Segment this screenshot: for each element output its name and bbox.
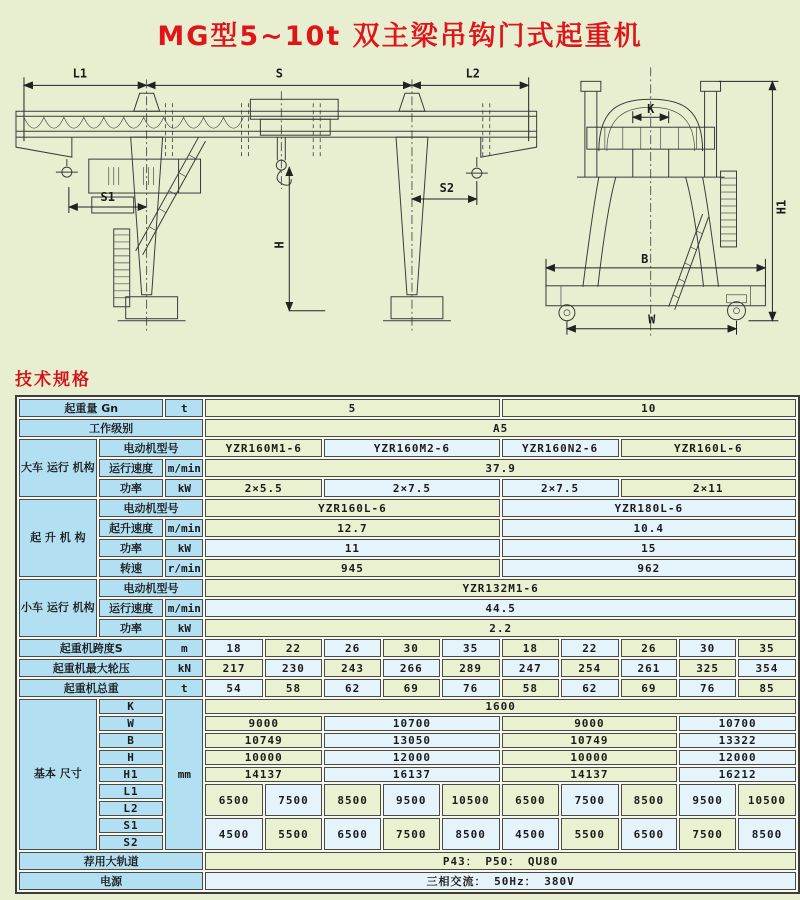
gantry-speed-value: 37.9 (205, 459, 796, 477)
side-dimensions (546, 81, 788, 334)
row-power-supply (19, 872, 796, 890)
wheel-load-cell: 261 (621, 659, 678, 677)
span-cell: 35 (738, 639, 796, 657)
total-weight-cell: 69 (383, 679, 440, 697)
gantry-power-2: 2×7.5 (324, 479, 499, 497)
label-trolley-motor: 电动机型号 (99, 579, 204, 597)
hoist-speed-5t: 12.7 (205, 519, 499, 537)
unit-trolley-power: kW (165, 619, 203, 637)
label-power-supply: 电源 (19, 872, 203, 890)
dim-h-cell: 10000 (205, 750, 322, 765)
label-dim-k: K (99, 699, 164, 714)
unit-wheel-load: kN (165, 659, 203, 677)
wheel-load-cell: 266 (383, 659, 440, 677)
trolley-motor-value: YZR132M1-6 (205, 579, 796, 597)
label-dim-h: H (99, 750, 164, 765)
unit-total-weight: t (165, 679, 203, 697)
gantry-power-1: 2×5.5 (205, 479, 322, 497)
row-gantry-speed (19, 459, 796, 477)
front-elevation-drawing (14, 59, 541, 359)
label-hoist-motor: 电动机型号 (99, 499, 204, 517)
wheel-load-cell: 243 (324, 659, 381, 677)
label-dim-s2: S2 (99, 835, 164, 850)
dim-h1-cell: 16137 (324, 767, 499, 782)
span-cell: 26 (621, 639, 678, 657)
unit-hoist-power: kW (165, 539, 203, 557)
dim-b-cell: 10749 (502, 733, 678, 748)
total-weight-cell: 58 (502, 679, 559, 697)
total-weight-cell: 69 (621, 679, 678, 697)
group-trolley-travel: 小车 运行 机构 (19, 579, 97, 637)
wheel-load-cell: 354 (738, 659, 796, 677)
leg-ladder (114, 229, 130, 307)
dim-s-cell: 4500 (205, 818, 262, 850)
unit-dimensions: mm (165, 699, 203, 850)
label-capacity: 起重量 Gn (19, 399, 163, 417)
dim-label-w: W (647, 312, 655, 327)
dim-label-b: B (640, 251, 648, 266)
gantry-motor-4: YZR160L-6 (621, 439, 796, 457)
row-hoist-motor (19, 499, 796, 517)
hoist-power-5t: 11 (205, 539, 499, 557)
label-trolley-power: 功率 (99, 619, 164, 637)
row-dim-b (19, 733, 796, 748)
label-hoist-power: 功率 (99, 539, 164, 557)
span-cell: 30 (383, 639, 440, 657)
girder-cross-section (581, 81, 721, 177)
label-dim-l1: L1 (99, 784, 164, 799)
hoist-motor-5t: YZR160L-6 (205, 499, 499, 517)
label-dim-l2: L2 (99, 801, 164, 816)
row-dim-k (19, 699, 796, 714)
dim-h-cell: 12000 (324, 750, 499, 765)
dim-w-cell: 10700 (324, 716, 499, 731)
total-weight-cell: 85 (738, 679, 796, 697)
span-cell: 22 (561, 639, 618, 657)
label-dim-b: B (99, 733, 164, 748)
label-hoist-rpm: 转速 (99, 559, 164, 577)
total-weight-cell: 76 (679, 679, 736, 697)
unit-capacity: t (165, 399, 203, 417)
row-hoist-speed (19, 519, 796, 537)
dim-l-cell: 8500 (621, 784, 678, 816)
dim-label-l1: L1 (72, 66, 88, 81)
row-hoist-power (19, 539, 796, 557)
row-gantry-power (19, 479, 796, 497)
spec-table (15, 395, 800, 894)
wheel-load-cell: 230 (265, 659, 322, 677)
span-cell: 18 (205, 639, 262, 657)
span-cell: 30 (679, 639, 736, 657)
row-trolley-motor (19, 579, 796, 597)
label-dim-h1: H1 (99, 767, 164, 782)
dim-l-cell: 6500 (502, 784, 559, 816)
buffer-right (466, 157, 488, 178)
gantry-motor-1: YZR160M1-6 (205, 439, 322, 457)
main-girder (16, 103, 537, 159)
label-span: 起重机跨度S (19, 639, 163, 657)
duty-value: A5 (205, 419, 796, 437)
wheel-load-cell: 217 (205, 659, 262, 677)
row-trolley-speed (19, 599, 796, 617)
dim-s-cell: 4500 (502, 818, 559, 850)
label-hoist-speed: 起升速度 (99, 519, 164, 537)
hoist-rpm-10t: 962 (502, 559, 796, 577)
dim-s-cell: 5500 (561, 818, 618, 850)
row-trolley-power (19, 619, 796, 637)
label-gantry-motor: 电动机型号 (99, 439, 204, 457)
gantry-power-4: 2×11 (621, 479, 796, 497)
hoist-power-10t: 15 (502, 539, 796, 557)
dim-h1-cell: 14137 (502, 767, 678, 782)
label-rail: 荐用大轨道 (19, 852, 203, 870)
dim-l-cell: 7500 (265, 784, 322, 816)
trolley-power-value: 2.2 (205, 619, 796, 637)
span-cell: 18 (502, 639, 559, 657)
unit-span: m (165, 639, 203, 657)
row-dim-h (19, 750, 796, 765)
dim-s-cell: 7500 (383, 818, 440, 850)
row-total-weight (19, 679, 796, 697)
label-wheel-load: 起重机最大轮压 (19, 659, 163, 677)
unit-hoist-rpm: r/min (165, 559, 203, 577)
wheel-load-cell: 289 (442, 659, 500, 677)
gantry-motor-3: YZR160N2-6 (502, 439, 619, 457)
side-ladder (668, 171, 736, 310)
trolley-speed-value: 44.5 (205, 599, 796, 617)
dim-l-cell: 6500 (205, 784, 262, 816)
dim-h1-cell: 14137 (205, 767, 322, 782)
technical-drawings (0, 53, 800, 359)
row-capacity (19, 399, 796, 417)
page-title: MG型5~10t 双主梁吊钩门式起重机 (157, 21, 643, 52)
dim-l-cell: 9500 (383, 784, 440, 816)
dim-h1-cell: 16212 (679, 767, 796, 782)
group-gantry-travel: 大车 运行 机构 (19, 439, 97, 497)
capacity-5t: 5 (205, 399, 499, 417)
unit-hoist-speed: m/min (165, 519, 203, 537)
dim-b-cell: 13322 (679, 733, 796, 748)
dim-h-cell: 10000 (502, 750, 678, 765)
dim-label-l2: L2 (465, 66, 481, 81)
row-rail (19, 852, 796, 870)
section-heading: 技术规格 (15, 370, 91, 390)
rail-value: P43： P50： QU80 (205, 852, 796, 870)
row-gantry-motor (19, 439, 796, 457)
row-wheel-load (19, 659, 796, 677)
dim-l-cell: 8500 (324, 784, 381, 816)
label-total-weight: 起重机总重 (19, 679, 163, 697)
gantry-motor-2: YZR160M2-6 (324, 439, 499, 457)
row-dim-w (19, 716, 796, 731)
hoist-rpm-5t: 945 (205, 559, 499, 577)
dim-b-cell: 13050 (324, 733, 499, 748)
dim-label-k: K (646, 102, 654, 117)
label-dim-s1: S1 (99, 818, 164, 833)
row-span (19, 639, 796, 657)
dim-s-cell: 7500 (679, 818, 736, 850)
span-cell: 26 (324, 639, 381, 657)
row-dim-h1 (19, 767, 796, 782)
row-duty-class (19, 419, 796, 437)
span-cell: 22 (265, 639, 322, 657)
gantry-leg-right (383, 79, 451, 330)
dim-l-cell: 9500 (679, 784, 736, 816)
label-duty: 工作级别 (19, 419, 203, 437)
wheel-load-cell: 254 (561, 659, 618, 677)
wheel-load-cell: 247 (502, 659, 559, 677)
dim-l-cell: 10500 (442, 784, 500, 816)
dim-l-cell: 10500 (738, 784, 796, 816)
power-supply-value: 三相交流： 50Hz： 380V (205, 872, 796, 890)
group-basic-dimensions: 基本 尺寸 (19, 699, 97, 850)
dim-s-cell: 6500 (621, 818, 678, 850)
dim-s-cell: 8500 (442, 818, 500, 850)
dim-s-cell: 5500 (265, 818, 322, 850)
dim-w-cell: 9000 (502, 716, 678, 731)
row-dim-s1 (19, 818, 796, 833)
dim-k-value: 1600 (205, 699, 796, 714)
total-weight-cell: 76 (442, 679, 500, 697)
unit-gantry-power: kW (165, 479, 203, 497)
dim-s-cell: 6500 (324, 818, 381, 850)
dim-label-h: H (272, 241, 287, 249)
front-top-dimensions (24, 66, 529, 141)
dim-label-s2: S2 (439, 181, 455, 196)
dim-label-s: S (275, 66, 283, 81)
capacity-10t: 10 (502, 399, 796, 417)
unit-gantry-speed: m/min (165, 459, 203, 477)
wheel-load-cell: 325 (679, 659, 736, 677)
hoist-trolley (250, 91, 338, 189)
gantry-power-3: 2×7.5 (502, 479, 619, 497)
label-gantry-speed: 运行速度 (99, 459, 164, 477)
side-elevation-drawing (541, 59, 790, 359)
dim-h-cell: 12000 (679, 750, 796, 765)
total-weight-cell: 54 (205, 679, 262, 697)
total-weight-cell: 62 (324, 679, 381, 697)
dim-l-cell: 7500 (561, 784, 618, 816)
unit-trolley-speed: m/min (165, 599, 203, 617)
gantry-leg-left (118, 79, 186, 330)
total-weight-cell: 62 (561, 679, 618, 697)
total-weight-cell: 58 (265, 679, 322, 697)
dim-label-h1: H1 (774, 199, 789, 215)
span-cell: 35 (442, 639, 500, 657)
end-sill-and-wheels (546, 286, 765, 321)
buffer-left (56, 159, 78, 177)
dim-b-cell: 10749 (205, 733, 322, 748)
row-hoist-rpm (19, 559, 796, 577)
label-gantry-power: 功率 (99, 479, 164, 497)
dim-w-cell: 10700 (679, 716, 796, 731)
label-trolley-speed: 运行速度 (99, 599, 164, 617)
label-dim-w: W (99, 716, 164, 731)
dim-label-s1: S1 (100, 190, 115, 205)
hoist-speed-10t: 10.4 (502, 519, 796, 537)
hoist-motor-10t: YZR180L-6 (502, 499, 796, 517)
row-dim-l1 (19, 784, 796, 799)
group-hoist: 起 升 机 构 (19, 499, 97, 577)
dim-w-cell: 9000 (205, 716, 322, 731)
dim-s-cell: 8500 (738, 818, 796, 850)
